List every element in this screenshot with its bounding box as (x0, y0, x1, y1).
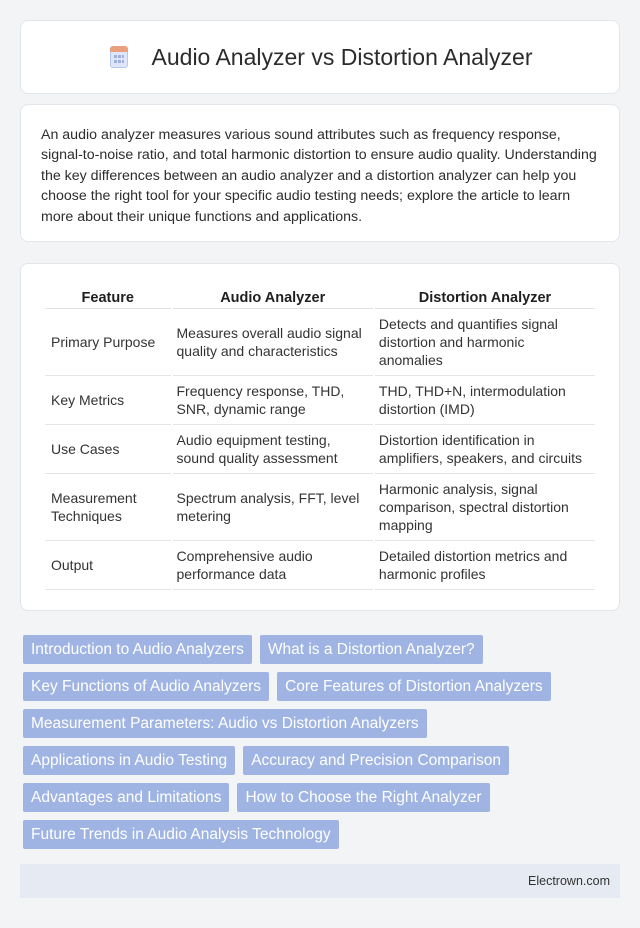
table-cell: Measures overall audio signal quality and characteristics (173, 309, 373, 376)
table-row (45, 541, 595, 590)
table-cell: Primary Purpose (45, 309, 171, 376)
column-header: Distortion Analyzer (375, 284, 595, 309)
intro-text: An audio analyzer measures various sound attributes such as frequency response, signal-to-noise ratio, and total harmonic distortion to ensure audio quality. Understanding the key differences between an audio analyzer and a distortion analyzer can help you choose the right tool for your specific audio testing needs; explore the article to learn more about their unique functions and applications. (41, 127, 597, 225)
topic-link[interactable]: Core Features of Distortion Analyzers (277, 672, 551, 701)
table-cell: Use Cases (45, 425, 171, 474)
topic-link[interactable]: How to Choose the Right Analyzer (237, 783, 489, 812)
topic-link[interactable]: Introduction to Audio Analyzers (23, 635, 252, 664)
topic-link[interactable]: Advantages and Limitations (23, 783, 229, 812)
topic-link[interactable]: Applications in Audio Testing (23, 746, 235, 775)
table-header-row (45, 284, 595, 309)
topic-row (23, 783, 623, 812)
footer-brand: Electrown.com (528, 874, 610, 888)
table-cell: Frequency response, THD, SNR, dynamic range (173, 376, 373, 425)
table-row (45, 309, 595, 376)
topic-link[interactable]: Future Trends in Audio Analysis Technology (23, 820, 339, 849)
table-cell: Detailed distortion metrics and harmonic profiles (375, 541, 595, 590)
table-cell: Key Metrics (45, 376, 171, 425)
table-cell: THD, THD+N, intermodulation distortion (IMD) (375, 376, 595, 425)
table-cell: Harmonic analysis, signal comparison, spectral distortion mapping (375, 474, 595, 541)
document-icon (108, 45, 130, 69)
topic-row (23, 746, 623, 775)
table-cell: Measurement Techniques (45, 474, 171, 541)
topic-row (23, 820, 623, 849)
table-row (45, 474, 595, 541)
comparison-table-card (20, 263, 620, 611)
topic-links (23, 635, 623, 857)
topic-link[interactable]: What is a Distortion Analyzer? (260, 635, 483, 664)
footer (20, 864, 620, 898)
topic-link[interactable]: Key Functions of Audio Analyzers (23, 672, 269, 701)
table-cell: Comprehensive audio performance data (173, 541, 373, 590)
topic-link[interactable]: Accuracy and Precision Comparison (243, 746, 509, 775)
table-cell: Detects and quantifies signal distortion and harmonic anomalies (375, 309, 595, 376)
topic-row (23, 709, 623, 738)
title-card (20, 20, 620, 94)
topic-row (23, 635, 623, 664)
comparison-table (43, 284, 597, 590)
table-row (45, 376, 595, 425)
column-header: Audio Analyzer (173, 284, 373, 309)
page-title: Audio Analyzer vs Distortion Analyzer (151, 43, 533, 70)
table-cell: Output (45, 541, 171, 590)
table-cell: Distortion identification in amplifiers, speakers, and circuits (375, 425, 595, 474)
topic-row (23, 672, 623, 701)
intro-card (20, 104, 620, 242)
table-cell: Audio equipment testing, sound quality assessment (173, 425, 373, 474)
column-header: Feature (45, 284, 171, 309)
topic-link[interactable]: Measurement Parameters: Audio vs Distortion Analyzers (23, 709, 427, 738)
table-row (45, 425, 595, 474)
table-cell: Spectrum analysis, FFT, level metering (173, 474, 373, 541)
